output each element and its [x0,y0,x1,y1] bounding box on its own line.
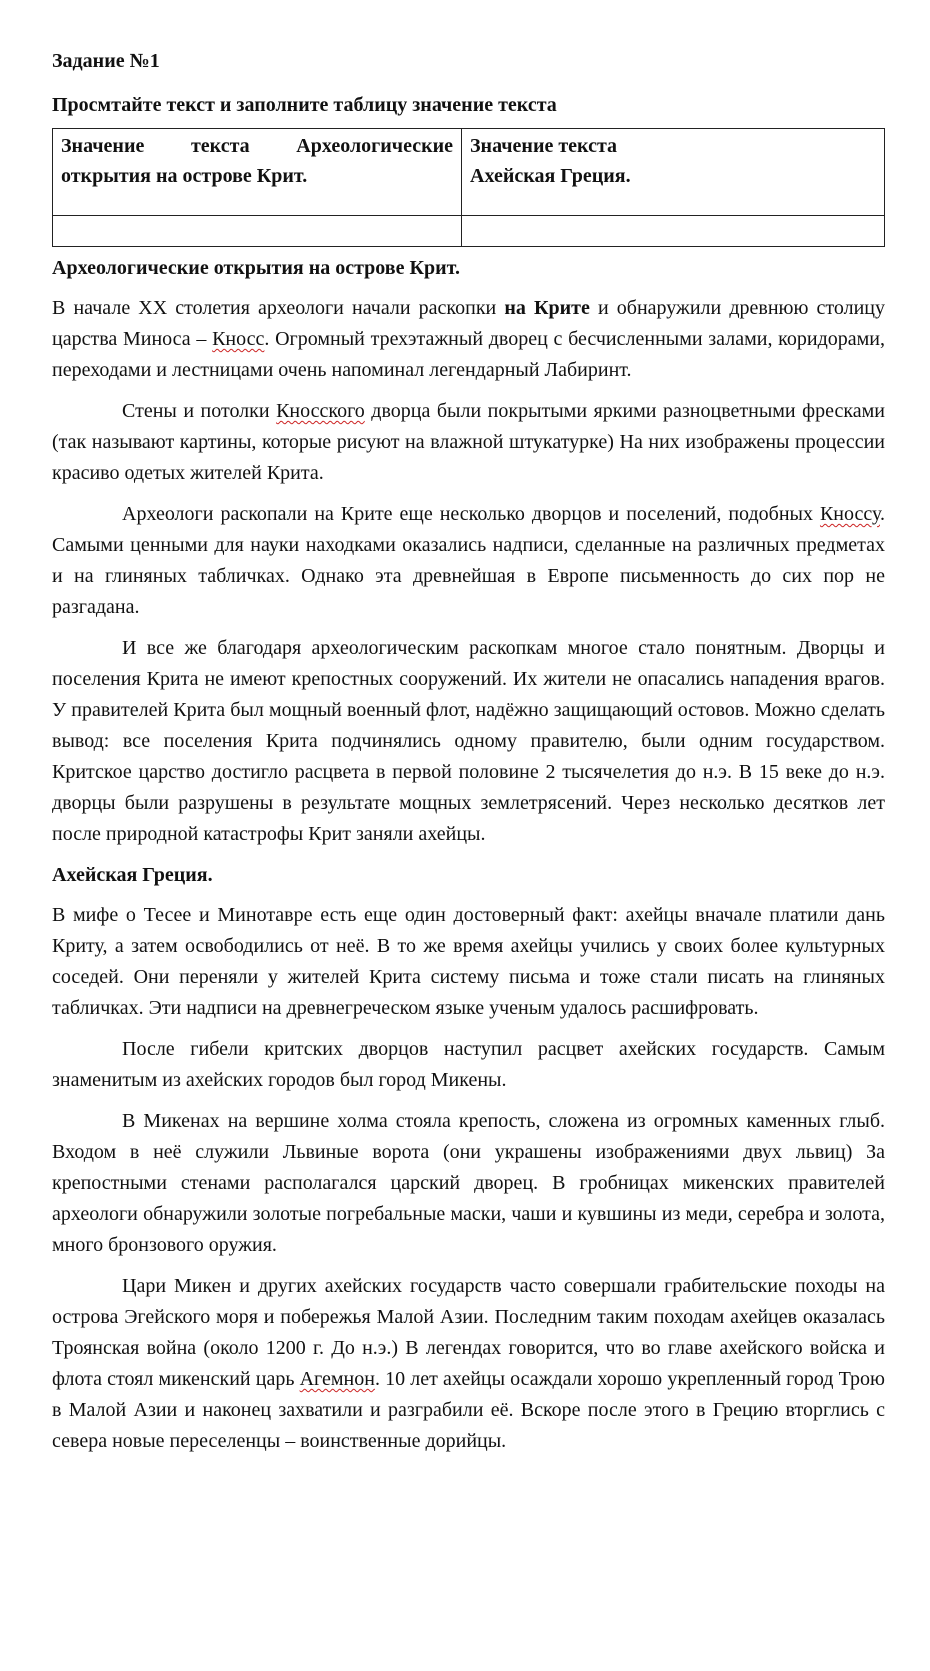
task-instruction: Просмтайте текст и заполните таблицу значение текста [52,94,557,116]
header-crete-line1: Значение текста Археологические [61,135,453,157]
crete-paragraph-4: И все же благодаря археологическим раскопкам многое стало понятным. Дворцы и поселения Крита не имеют крепостных сооружений. Их жители не опасались нападения врагов. У правителей Крита был мощный военный флот, надёжно защищающий остовов. Можно сделать вывод: все поселения Крита подчинялись одному правителю, были одним государством. Критское царство достигло расцвета в первой половине 2 тысячелетия до н.э. В 15 веке до н.э. дворцы были разрушены в результате мощных землетрясений. Через несколько десятков лет после природной катастрофы Крит заняли ахейцы. [52,637,885,845]
answer-table-header-achaean [462,129,885,216]
spellcheck-word-knossos: Кносс [212,328,265,350]
answer-table [52,128,885,247]
achaean-p4-text-c: . 10 лет ахейцы осаждали хорошо укрепленный город Трою в Малой Азии и наконец захватили и разграбили её. Вскоре после этого в Грецию вторглись с севера новые переселенцы – воинственные дорийцы. [52,1368,885,1452]
answer-table-input-row [53,216,885,247]
spellcheck-word-knossu: Кноссу [819,503,880,525]
spellcheck-word-agemnon: Агемнон [299,1368,375,1390]
achaean-p4-text-a: Цари Микен и других ахейских государств часто совершали грабительские походы на острова Эгейского моря и побережья Малой Азии. Последним таким походам ахейцев оказалась Троянская война (около 1200 г. До н.э.) В легендах говорится, что во главе ахейского войска и флота стоял микенский царь [52,1275,885,1390]
crete-p1-text-a: В начале XX столетия археологи начали раскопки [52,297,505,319]
achaean-paragraph-1: В мифе о Тесее и Минотавре есть еще один достоверный факт: ахейцы вначале платили дань Криту, а затем освободились от неё. В то же время ахейцы учились у своих более культурных соседей. Они переняли у жителей Крита систему письма и тоже стали писать на глиняных табличках. Эти надписи на древнегреческом языке ученым удалось расшифровать. [52,904,885,1019]
crete-p1-text-c: и обнаружили древнюю столицу царства Миноса – [52,297,885,350]
crete-paragraph-3 [52,499,885,623]
header-crete-line2: открытия на острове Крит. [61,165,308,187]
crete-p1-text-e: . Огромный трехэтажный дворец с бесчисленными залами, коридорами, переходами и лестницами очень напоминал легендарный Лабиринт. [52,328,885,381]
crete-p2-text-c: дворца были покрытыми яркими разноцветными фресками (так называют картины, которые рисуют на влажной штукатурке) На них изображены процессии красиво одетых жителей Крита. [52,400,885,484]
achaean-paragraph-3: В Микенах на вершине холма стояла крепость, сложена из огромных каменных глыб. Входом в неё служили Львиные ворота (они украшены изображениями двух львиц) За крепостными стенами располагался царский дворец. В гробницах микенских правителей археологи обнаружили золотые погребальные маски, чаши и кувшины из меди, серебра и золота, много бронзового оружия. [52,1110,885,1256]
spellcheck-word-knossian: Кносского [276,400,365,422]
crete-paragraph-2 [52,396,885,489]
crete-paragraph-1 [52,293,885,386]
answer-cell-achaean[interactable] [462,216,885,247]
answer-cell-crete[interactable] [53,216,462,247]
answer-table-header-row [53,129,885,216]
crete-p1-bold: на Крите [504,297,590,319]
achaean-paragraph-4 [52,1271,885,1457]
header-achaean-line1: Значение текста [470,135,618,157]
crete-p3-text-c: . Самыми ценными для науки находками оказались надписи, сделанные на различных предметах и на глиняных табличках. Однако эта древнейшая в Европе письменность до сих пор не разгадана. [52,503,885,618]
section-achaean-heading: Ахейская Греция. [52,864,213,886]
crete-p2-text-a: Стены и потолки [122,400,277,422]
header-achaean-line2: Ахейская Греция. [470,165,631,187]
task-title: Задание №1 [52,50,160,72]
answer-table-header-crete [53,129,462,216]
crete-p3-text-a: Археологи раскопали на Крите еще несколько дворцов и поселений, подобных [122,503,820,525]
achaean-paragraph-2: После гибели критских дворцов наступил расцвет ахейских государств. Самым знаменитым из ахейских городов был город Микены. [52,1038,885,1091]
section-crete-heading: Археологические открытия на острове Крит. [52,257,460,279]
